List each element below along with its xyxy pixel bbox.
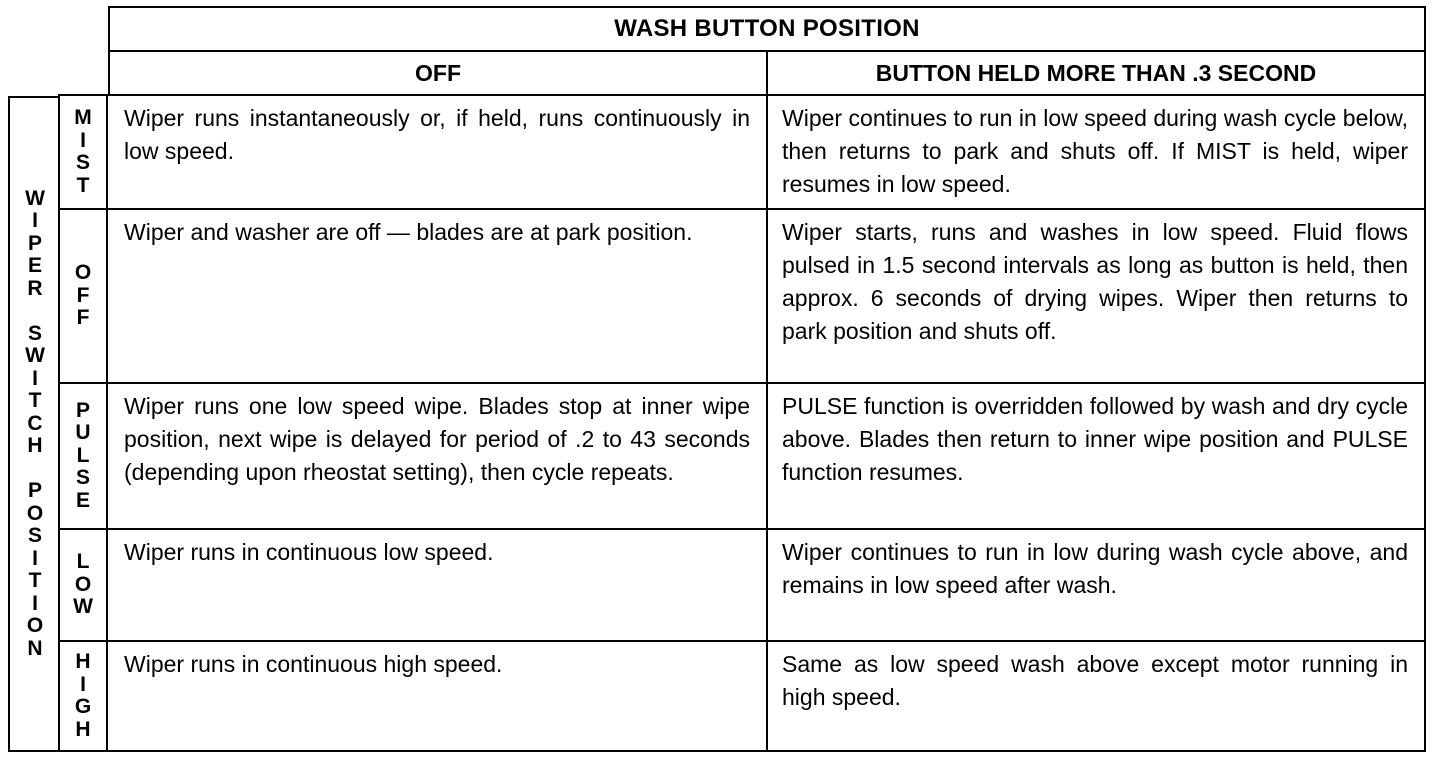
letter: S (27, 524, 42, 548)
letter: O (26, 501, 44, 525)
letter: C (27, 411, 43, 435)
letter: O (74, 572, 92, 596)
row-position-label (60, 530, 108, 640)
letter: P (27, 231, 42, 255)
cell-off: Wiper and washer are off — blades are at park position. (108, 210, 768, 382)
letter: T (76, 173, 90, 197)
table-row-mist (60, 96, 1424, 208)
letter: H (75, 717, 91, 741)
letter: I (32, 366, 38, 390)
cell-off: Wiper runs in continuous low speed. (108, 530, 768, 640)
row-position-label (60, 384, 108, 528)
letter: O (74, 261, 92, 285)
letter: E (75, 488, 90, 512)
letter: F (76, 283, 90, 307)
letter: P (27, 479, 42, 503)
letter: O (26, 614, 44, 638)
letter: L (76, 550, 90, 574)
cell-held: Wiper continues to run in low during wash cycle above, and remains in low speed after wash. (782, 539, 1408, 598)
cell-held: Wiper starts, runs and washes in low speed. Fluid flows pulsed in 1.5 second intervals as long as button is held, then approx. 6 seconds of drying wipes. Wiper then returns to park position and shuts off. (782, 219, 1408, 344)
letter: I (32, 591, 38, 615)
letter-gap (32, 300, 38, 323)
letter: N (27, 636, 43, 660)
column-header-off: OFF (110, 52, 768, 94)
cell-off: Wiper runs in continuous high speed. (108, 642, 768, 750)
table-row-high (60, 642, 1424, 750)
letter: I (32, 546, 38, 570)
letter: H (27, 434, 43, 458)
column-header-row (108, 50, 1426, 96)
letter: U (75, 421, 91, 445)
row-position-label (60, 96, 108, 208)
letter: M (74, 106, 92, 129)
header-title: WASH BUTTON POSITION (614, 15, 920, 42)
table-row-pulse (60, 384, 1424, 528)
letter: S (75, 151, 90, 174)
cell-held: PULSE function is overridden followed by wash and dry cycle above. Blades then return to inner wipe position and PULSE function resumes. (782, 393, 1408, 485)
wash-button-position-header (108, 6, 1426, 52)
letter: T (28, 569, 42, 593)
letter: W (25, 344, 45, 368)
letter: T (28, 389, 42, 413)
table-row-off (60, 210, 1424, 382)
row-position-label (60, 642, 108, 750)
letter: P (75, 398, 90, 422)
letter: H (75, 650, 91, 673)
letter: I (80, 672, 86, 696)
letter: G (74, 695, 92, 718)
letter: S (75, 466, 90, 490)
column-header-held: BUTTON HELD MORE THAN .3 SECOND (875, 59, 1317, 86)
cell-held: Wiper continues to run in low speed during wash cycle below, then returns to park and shuts off. If MIST is held, wiper resumes in low speed. (782, 105, 1408, 197)
wiper-switch-position-label (8, 96, 60, 752)
letter: R (27, 276, 43, 300)
cell-off: Wiper runs one low speed wipe. Blades stop at inner wipe position, next wipe is delayed for period of .2 to 43 seconds (depending upon rheostat setting), then cycle repeats. (108, 384, 768, 528)
letter: E (27, 254, 42, 278)
letter: I (80, 128, 86, 152)
letter-gap (32, 458, 38, 481)
side-label-letters (25, 188, 45, 661)
letter: W (25, 186, 45, 210)
letter: S (27, 321, 42, 345)
letter: W (73, 595, 93, 619)
table-row-low (60, 530, 1424, 640)
letter: I (32, 209, 38, 233)
wiper-table (58, 94, 1426, 752)
cell-off: Wiper runs instantaneously or, if held, runs continuously in low speed. (108, 96, 768, 208)
letter: F (76, 306, 90, 330)
letter: L (76, 443, 90, 467)
row-position-label (60, 210, 108, 382)
cell-held: Same as low speed wash above except motor running in high speed. (782, 651, 1408, 710)
